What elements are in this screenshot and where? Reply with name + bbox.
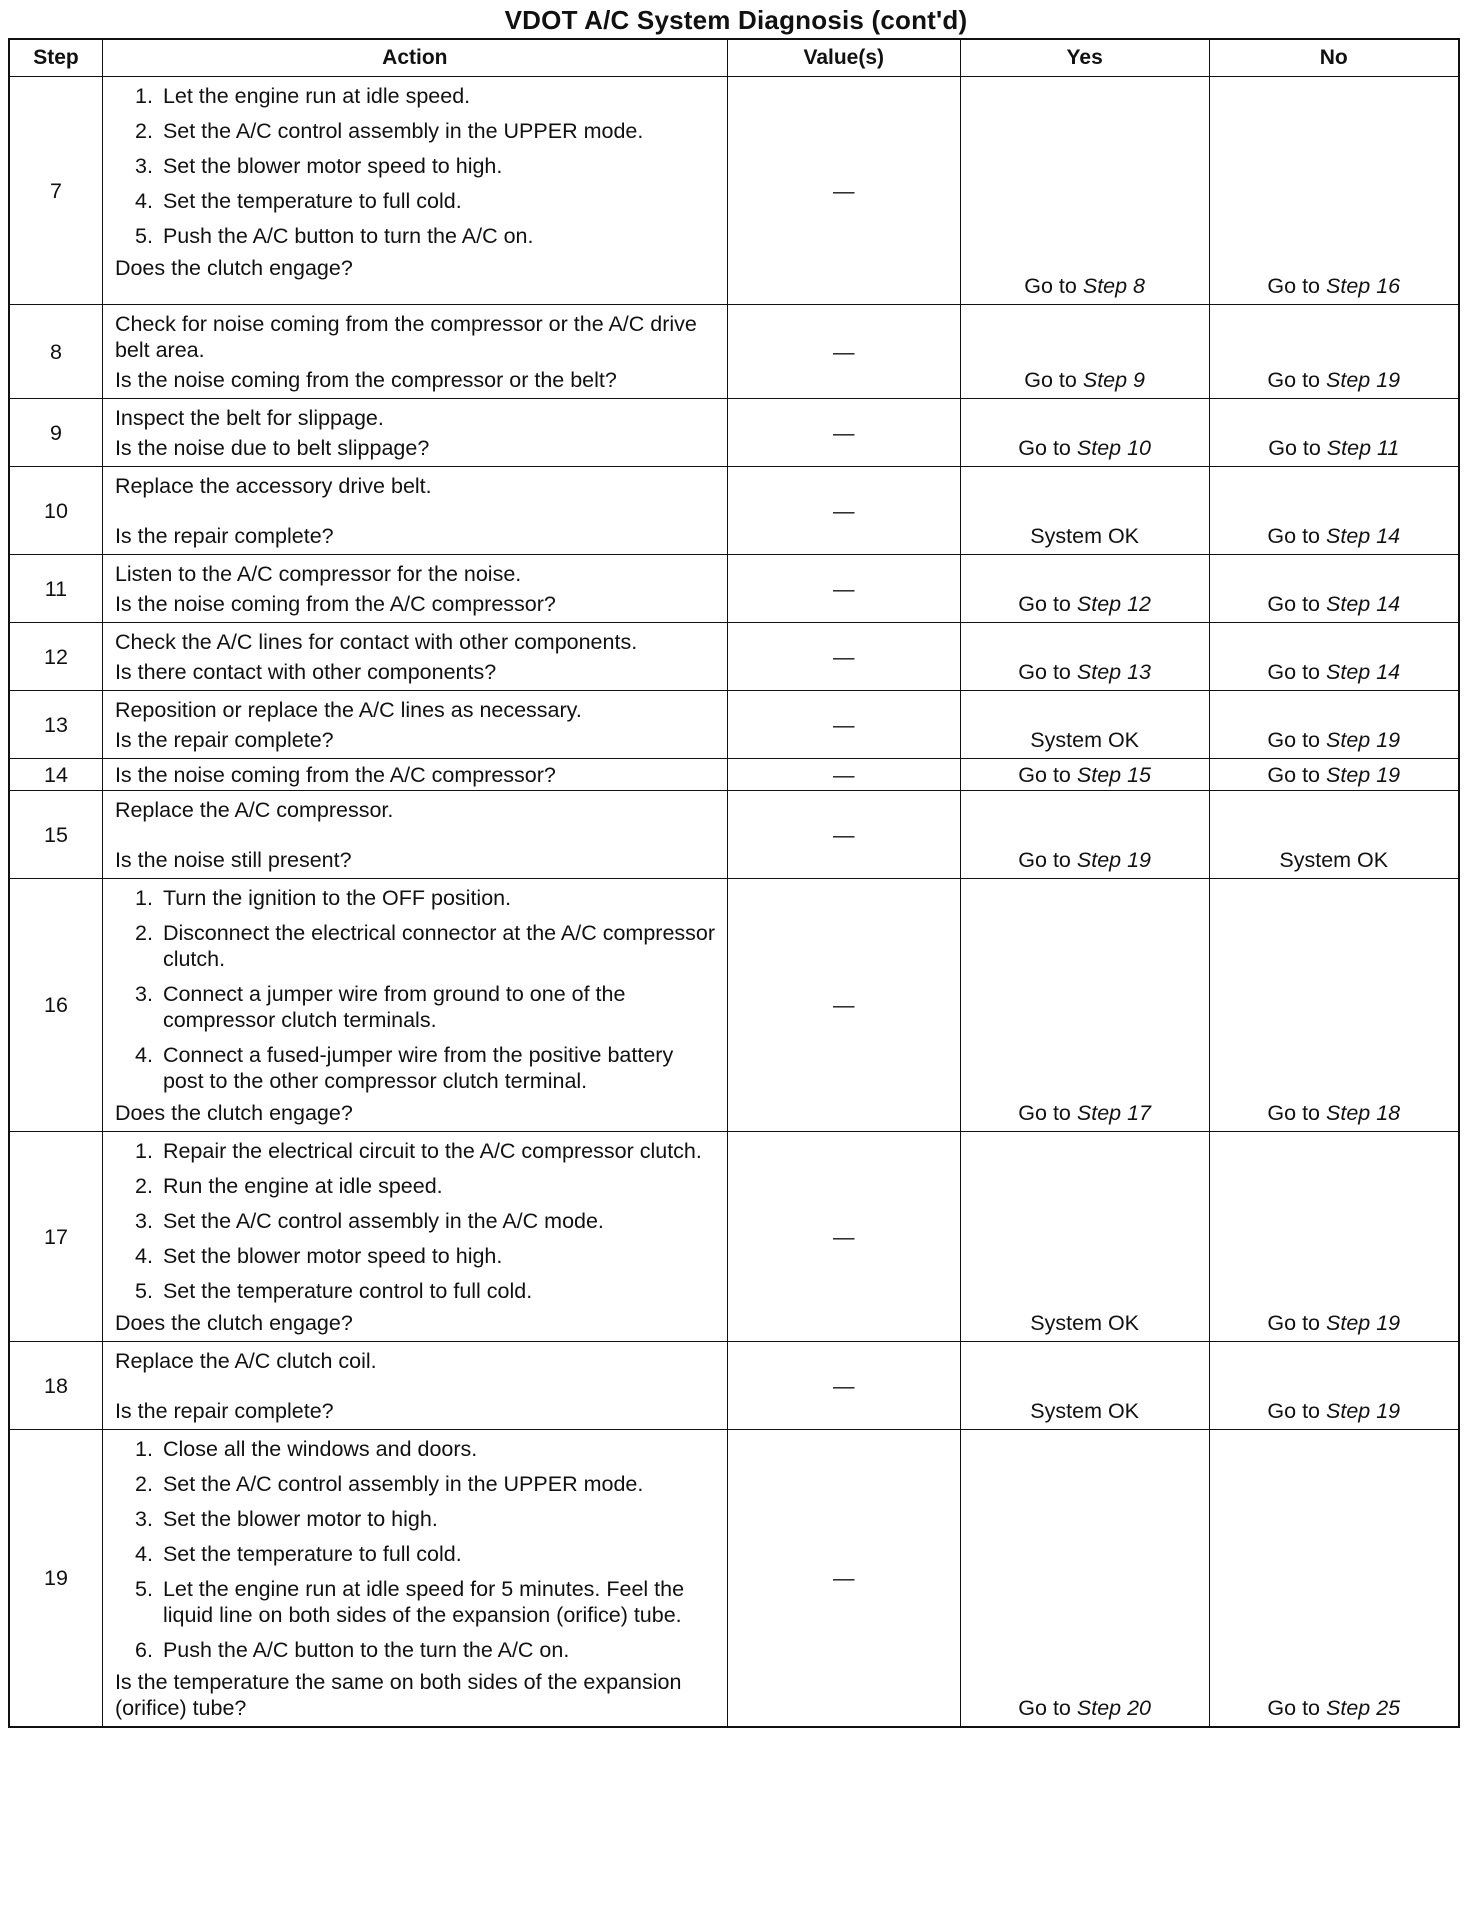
action-cell — [102, 791, 727, 879]
action-step-item: 6. Push the A/C button to the turn the A/C on. — [159, 1637, 719, 1663]
action-question: Is the noise due to belt slippage? — [114, 436, 430, 460]
go-to-prefix: Go to — [1267, 274, 1321, 298]
action-steps-list — [115, 885, 719, 1094]
step-number: 7 — [9, 77, 102, 305]
action-step-item: 2. Run the engine at idle speed. — [159, 1173, 719, 1199]
go-to-prefix: Go to — [1267, 524, 1321, 548]
action-steps-list — [115, 1138, 719, 1304]
result-text: System OK — [1030, 1399, 1140, 1423]
step-link: Step 16 — [1326, 274, 1401, 298]
table-row — [9, 305, 1459, 399]
yes-result — [960, 1430, 1209, 1728]
step-link: Step 12 — [1076, 592, 1151, 616]
step-link: Step 8 — [1082, 274, 1146, 298]
value-cell: — — [727, 1342, 960, 1430]
spacer — [115, 1378, 719, 1398]
go-to-prefix: Go to — [1267, 660, 1321, 684]
yes-result — [960, 759, 1209, 791]
step-link: Step 13 — [1076, 660, 1151, 684]
value-cell: — — [727, 1430, 960, 1728]
yes-result — [960, 555, 1209, 623]
step-number: 17 — [9, 1132, 102, 1342]
action-step-item: 1. Repair the electrical circuit to the A/C compressor clutch. — [159, 1138, 719, 1164]
yes-result — [960, 691, 1209, 759]
action-cell — [102, 1342, 727, 1430]
action-cell — [102, 879, 727, 1132]
action-step-item: 2. Set the A/C control assembly in the UPPER mode. — [159, 1471, 719, 1497]
action-cell — [102, 623, 727, 691]
go-to-prefix: Go to — [1018, 762, 1071, 787]
header-action: Action — [102, 39, 727, 77]
step-link: Step 11 — [1326, 436, 1400, 460]
go-to-prefix: Go to — [1018, 660, 1071, 684]
go-to-prefix: Go to — [1267, 1101, 1321, 1125]
step-link: Step 18 — [1326, 1101, 1401, 1125]
table-row — [9, 555, 1459, 623]
spacer — [115, 503, 719, 523]
spacer — [115, 827, 719, 847]
step-link: Step 15 — [1076, 762, 1151, 787]
action-instruction: Replace the accessory drive belt. — [114, 474, 432, 498]
value-cell: — — [727, 555, 960, 623]
action-instruction: Replace the A/C compressor. — [114, 798, 394, 822]
go-to-prefix: Go to — [1018, 1696, 1071, 1720]
action-question: Is the noise coming from the A/C compressor? — [114, 592, 556, 616]
table-row — [9, 1430, 1459, 1728]
no-result — [1209, 879, 1459, 1132]
go-to-prefix: Go to — [1024, 274, 1077, 298]
go-to-prefix: Go to — [1018, 848, 1071, 872]
table-row — [9, 791, 1459, 879]
action-step-item: 1. Turn the ignition to the OFF position. — [159, 885, 719, 911]
no-result — [1209, 77, 1459, 305]
action-step-item: 4. Set the temperature to full cold. — [159, 1541, 719, 1567]
action-cell — [102, 759, 727, 791]
action-instruction: Listen to the A/C compressor for the noise. — [114, 562, 522, 586]
table-row — [9, 1132, 1459, 1342]
step-number: 9 — [9, 399, 102, 467]
yes-result — [960, 879, 1209, 1132]
table-row — [9, 759, 1459, 791]
action-step-item: 5. Push the A/C button to turn the A/C on. — [159, 223, 719, 249]
action-instruction: Check the A/C lines for contact with other components. — [114, 630, 638, 654]
no-result — [1209, 305, 1459, 399]
value-cell: — — [727, 691, 960, 759]
action-instruction: Check for noise coming from the compressor or the A/C drive belt area. — [114, 312, 697, 362]
action-question: Is the repair complete? — [114, 728, 334, 752]
value-cell: — — [727, 879, 960, 1132]
step-number: 10 — [9, 467, 102, 555]
header-no: No — [1209, 39, 1459, 77]
no-result — [1209, 791, 1459, 879]
action-cell — [102, 305, 727, 399]
action-cell — [102, 555, 727, 623]
action-step-item: 4. Set the blower motor speed to high. — [159, 1243, 719, 1269]
yes-result — [960, 467, 1209, 555]
diagnosis-table — [8, 38, 1460, 1728]
yes-result — [960, 623, 1209, 691]
result-text: System OK — [1030, 524, 1140, 548]
no-result — [1209, 759, 1459, 791]
value-cell: — — [727, 759, 960, 791]
action-step-item: 5. Let the engine run at idle speed for 5 minutes. Feel the liquid line on both sides of the expansion (orifice) tube. — [159, 1576, 719, 1628]
no-result — [1209, 623, 1459, 691]
table-row — [9, 399, 1459, 467]
action-cell — [102, 1132, 727, 1342]
action-instruction: Replace the A/C clutch coil. — [114, 1349, 377, 1373]
step-number: 8 — [9, 305, 102, 399]
action-question: Is the repair complete? — [114, 524, 334, 548]
go-to-prefix: Go to — [1267, 1311, 1321, 1335]
action-step-item: 5. Set the temperature control to full cold. — [159, 1278, 719, 1304]
step-link: Step 14 — [1326, 660, 1401, 684]
no-result — [1209, 467, 1459, 555]
action-question: Does the clutch engage? — [114, 1101, 353, 1125]
action-instruction: Reposition or replace the A/C lines as necessary. — [114, 698, 582, 722]
go-to-prefix: Go to — [1018, 1101, 1071, 1125]
step-number: 18 — [9, 1342, 102, 1430]
value-cell: — — [727, 399, 960, 467]
table-row — [9, 691, 1459, 759]
no-result — [1209, 1430, 1459, 1728]
step-link: Step 9 — [1082, 368, 1146, 392]
step-link: Step 10 — [1076, 436, 1151, 460]
header-row — [9, 39, 1459, 77]
action-cell — [102, 467, 727, 555]
yes-result — [960, 791, 1209, 879]
step-link: Step 25 — [1326, 1696, 1401, 1720]
table-row — [9, 77, 1459, 305]
page-title: VDOT A/C System Diagnosis (cont'd) — [504, 5, 968, 35]
action-step-item: 4. Set the temperature to full cold. — [159, 188, 719, 214]
action-step-item: 3. Set the A/C control assembly in the A/C mode. — [159, 1208, 719, 1234]
action-question: Is the repair complete? — [114, 1399, 334, 1423]
value-cell: — — [727, 467, 960, 555]
table-row — [9, 1342, 1459, 1430]
action-step-item: 1. Close all the windows and doors. — [159, 1436, 719, 1462]
action-step-item: 3. Connect a jumper wire from ground to one of the compressor clutch terminals. — [159, 981, 719, 1033]
step-link: Step 19 — [1326, 728, 1401, 752]
go-to-prefix: Go to — [1024, 368, 1077, 392]
value-cell: — — [727, 791, 960, 879]
action-cell — [102, 1430, 727, 1728]
go-to-prefix: Go to — [1267, 728, 1321, 752]
step-number: 16 — [9, 879, 102, 1132]
go-to-prefix: Go to — [1267, 1696, 1321, 1720]
no-result — [1209, 691, 1459, 759]
action-question: Is the noise coming from the compressor or the belt? — [114, 368, 617, 392]
action-instruction: Inspect the belt for slippage. — [114, 406, 384, 430]
go-to-prefix: Go to — [1018, 436, 1071, 460]
header-step: Step — [9, 39, 102, 77]
action-question: Is the noise still present? — [114, 848, 352, 872]
action-step-item: 3. Set the blower motor to high. — [159, 1506, 719, 1532]
go-to-prefix: Go to — [1268, 436, 1321, 460]
go-to-prefix: Go to — [1267, 762, 1321, 787]
go-to-prefix: Go to — [1267, 1399, 1321, 1423]
header-values: Value(s) — [727, 39, 960, 77]
step-link: Step 19 — [1326, 1311, 1401, 1335]
step-link: Step 17 — [1076, 1101, 1151, 1125]
action-question: Does the clutch engage? — [114, 1311, 353, 1335]
table-row — [9, 467, 1459, 555]
yes-result — [960, 399, 1209, 467]
step-link: Step 19 — [1076, 848, 1151, 872]
result-text: System OK — [1030, 1311, 1140, 1335]
step-number: 14 — [9, 759, 102, 791]
action-cell — [102, 399, 727, 467]
yes-result — [960, 1132, 1209, 1342]
table-row — [9, 879, 1459, 1132]
step-link: Step 19 — [1326, 762, 1401, 787]
step-number: 15 — [9, 791, 102, 879]
action-step-item: 3. Set the blower motor speed to high. — [159, 153, 719, 179]
no-result — [1209, 1132, 1459, 1342]
step-number: 12 — [9, 623, 102, 691]
step-link: Step 19 — [1326, 1399, 1401, 1423]
action-step-item: 2. Disconnect the electrical connector at the A/C compressor clutch. — [159, 920, 719, 972]
result-text: System OK — [1030, 728, 1140, 752]
go-to-prefix: Go to — [1018, 592, 1071, 616]
step-link: Step 20 — [1076, 1696, 1151, 1720]
action-question: Is the noise coming from the A/C compressor? — [114, 762, 556, 787]
go-to-prefix: Go to — [1267, 368, 1321, 392]
value-cell: — — [727, 305, 960, 399]
action-question: Is the temperature the same on both sides of the expansion (orifice) tube? — [114, 1670, 682, 1720]
no-result — [1209, 1342, 1459, 1430]
action-step-item: 1. Let the engine run at idle speed. — [159, 83, 719, 109]
value-cell: — — [727, 77, 960, 305]
yes-result — [960, 77, 1209, 305]
result-text: System OK — [1279, 848, 1389, 872]
action-step-item: 2. Set the A/C control assembly in the UPPER mode. — [159, 118, 719, 144]
value-cell: — — [727, 623, 960, 691]
action-question: Is there contact with other components? — [114, 660, 497, 684]
action-question: Does the clutch engage? — [114, 256, 353, 280]
step-number: 13 — [9, 691, 102, 759]
yes-result — [960, 305, 1209, 399]
step-link: Step 19 — [1326, 368, 1401, 392]
value-cell: — — [727, 1132, 960, 1342]
action-cell — [102, 691, 727, 759]
action-step-item: 4. Connect a fused-jumper wire from the positive battery post to the other compressor clutch terminal. — [159, 1042, 719, 1094]
action-cell — [102, 77, 727, 305]
step-number: 19 — [9, 1430, 102, 1728]
step-link: Step 14 — [1326, 592, 1401, 616]
header-yes: Yes — [960, 39, 1209, 77]
action-steps-list — [115, 1436, 719, 1663]
yes-result — [960, 1342, 1209, 1430]
no-result — [1209, 399, 1459, 467]
step-number: 11 — [9, 555, 102, 623]
go-to-prefix: Go to — [1267, 592, 1321, 616]
step-link: Step 14 — [1326, 524, 1401, 548]
table-row — [9, 623, 1459, 691]
no-result — [1209, 555, 1459, 623]
action-steps-list — [115, 83, 719, 249]
